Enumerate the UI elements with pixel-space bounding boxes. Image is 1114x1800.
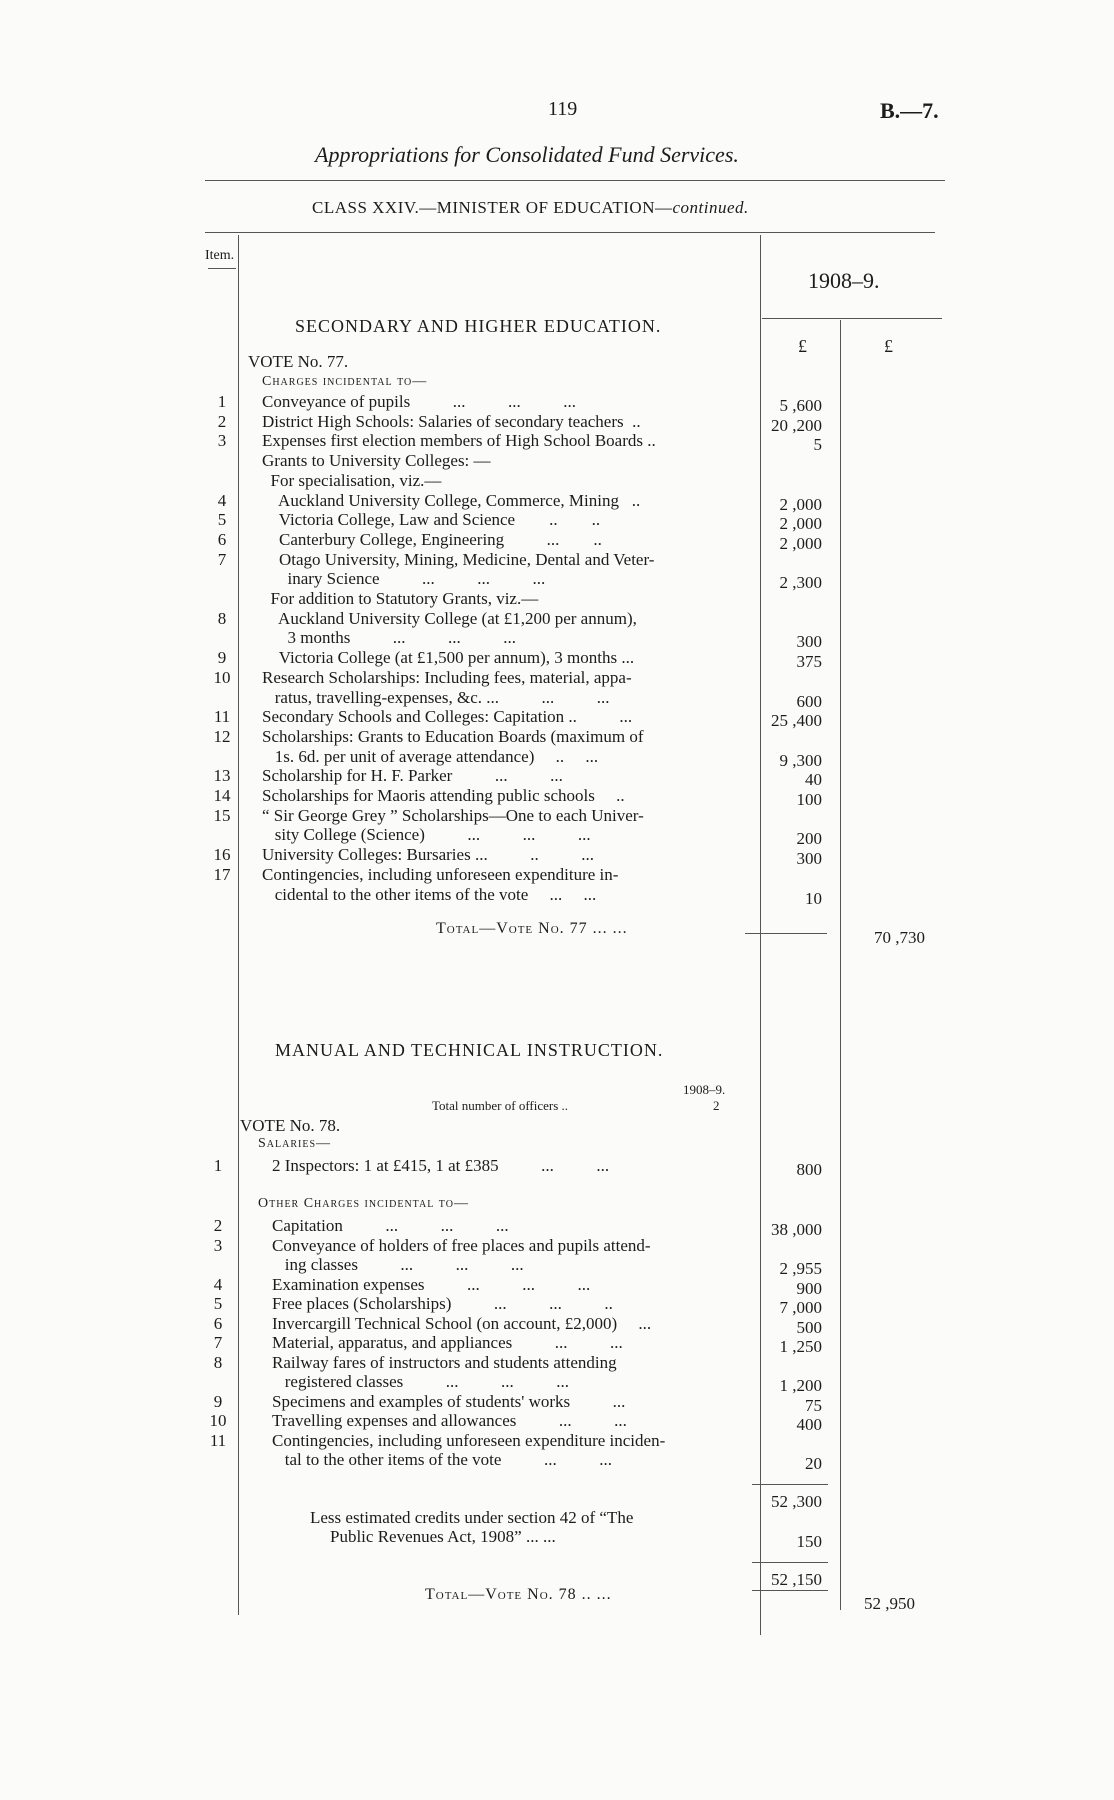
line-item-amount: 200 [796, 829, 822, 849]
item-column-rule [238, 235, 239, 1615]
line-item-number: 13 [213, 766, 231, 786]
line-item-description: Examination expenses ... ... ... [272, 1274, 591, 1294]
line-item-amount: 9 ,300 [779, 750, 822, 770]
class-heading-main: CLASS XXIV.—MINISTER OF EDUCATION— [312, 198, 673, 217]
section-title-vote-78: MANUAL AND TECHNICAL INSTRUCTION. [275, 1040, 664, 1060]
item-column-header: Item. [205, 248, 235, 263]
title-rule [205, 180, 945, 181]
vote-78-salaries-label: Salaries— [258, 1136, 332, 1151]
line-item-description: Victoria College, Law and Science .. .. [262, 510, 601, 530]
year-column-header: 1908–9. [808, 268, 880, 293]
page-title: Appropriations for Consolidated Fund Services. [315, 142, 739, 167]
vote-78-subtotal: 52 ,300 [771, 1492, 822, 1511]
line-item-description: Free places (Scholarships) ... ... .. [272, 1294, 613, 1313]
line-item-amount: 300 [796, 632, 822, 652]
line-item-description: Otago University, Mining, Medicine, Dental and Veter- [262, 549, 655, 569]
line-item-description: Contingencies, including unforeseen expenditure inciden- [272, 1430, 666, 1450]
line-item-description: cidental to the other items of the vote ... ... [262, 884, 597, 904]
line-item-amount: 20 ,200 [771, 415, 822, 435]
vote-78-total-label: Total—Vote No. 78 .. ... [425, 1586, 612, 1603]
line-item-description: tal to the other items of the vote ... ... [272, 1450, 612, 1469]
line-item-amount: 900 [796, 1278, 822, 1298]
vote-77-label: VOTE No. 77. [248, 352, 349, 371]
less-credits-line-1: Less estimated credits under section 42 of “The [310, 1508, 634, 1527]
class-heading-continued: continued. [672, 198, 749, 217]
page-number: 119 [548, 98, 578, 120]
line-item-number: 17 [213, 864, 231, 884]
line-item-number: 10 [213, 667, 231, 687]
line-item-description: Scholarships: Grants to Education Boards (maximum of [262, 726, 644, 746]
vote-77-total: 70 ,730 [874, 928, 925, 947]
line-item-number: 6 [213, 1313, 223, 1333]
line-item-description: ratus, travelling-expenses, &c. ... ... ... [262, 687, 610, 707]
vote-78-label: VOTE No. 78. [240, 1116, 341, 1135]
line-item-number: 2 [217, 411, 227, 431]
line-item-number: 10 [209, 1411, 227, 1430]
officers-label: Total number of officers .. [432, 1098, 569, 1113]
line-item-description: Specimens and examples of students' works ... [272, 1391, 626, 1411]
line-item-description: Grants to University Colleges: — [262, 451, 491, 471]
line-item-number: 6 [217, 529, 227, 549]
line-item-amount: 400 [796, 1415, 822, 1434]
line-item-number: 4 [217, 490, 227, 510]
vote-78-net-rule [752, 1562, 828, 1563]
line-item-description: Conveyance of pupils ... ... ... [262, 392, 576, 411]
line-item-description: Victoria College (at £1,500 per annum), 3 months ... [262, 648, 635, 668]
section-title-vote-77: SECONDARY AND HIGHER EDUCATION. [295, 316, 662, 336]
line-item-description: Expenses first election members of High School Boards .. [262, 431, 656, 451]
line-item-description: registered classes ... ... ... [272, 1372, 569, 1391]
line-item-number: 9 [217, 648, 227, 668]
line-item-description: sity College (Science) ... ... ... [262, 825, 591, 845]
line-item-number: 16 [213, 845, 231, 865]
year-header-rule [762, 318, 942, 319]
vote-78-subtotal-rule [752, 1484, 828, 1485]
line-item-amount: 300 [796, 849, 822, 869]
officers-count: 2 [713, 1098, 720, 1113]
line-item-description: Research Scholarships: Including fees, material, appa- [262, 667, 632, 687]
vote-78-net-subtotal: 52 ,150 [771, 1570, 822, 1589]
line-item-description: 3 months ... ... ... [262, 628, 517, 648]
currency-header-1: £ [798, 336, 807, 356]
line-item-description: Material, apparatus, and appliances ... ... [272, 1333, 623, 1352]
line-item-number: 8 [217, 608, 227, 628]
line-item-number: 3 [213, 1235, 223, 1255]
line-item-number: 8 [213, 1352, 223, 1372]
line-item-number: 5 [213, 1294, 223, 1313]
line-item-description: ing classes ... ... ... [272, 1255, 524, 1274]
line-item-amount: 500 [796, 1317, 822, 1337]
vote-77-charges-label: Charges incidental to— [262, 374, 428, 389]
vote-78-total: 52 ,950 [864, 1594, 915, 1613]
line-item-amount: 800 [796, 1160, 822, 1179]
line-item-amount: 375 [796, 652, 822, 672]
line-item-number: 2 [213, 1216, 223, 1235]
line-item-number: 12 [213, 726, 231, 746]
line-item-description: Canterbury College, Engineering ... .. [262, 529, 602, 549]
vote-78-total-rule [752, 1590, 828, 1591]
line-item-number: 7 [217, 549, 227, 569]
line-item-description: Contingencies, including unforeseen expenditure in- [262, 864, 619, 884]
line-item-number: 3 [217, 431, 227, 451]
line-item-amount: 5 ,600 [779, 396, 822, 415]
line-item-amount: 2 ,000 [779, 494, 822, 514]
class-heading [312, 198, 749, 218]
line-item-description: Travelling expenses and allowances ... ... [272, 1411, 627, 1430]
line-item-number: 4 [213, 1274, 223, 1294]
line-item-description: Auckland University College, Commerce, Mining .. [262, 490, 641, 510]
line-item-amount: 5 [813, 435, 822, 455]
line-item-number: 15 [213, 805, 231, 825]
vote-77-total-rule [745, 933, 827, 934]
vote-78-other-label: Other Charges incidental to— [258, 1196, 469, 1211]
line-item-description: Secondary Schools and Colleges: Capitation .. ... [262, 707, 633, 727]
line-item-description: Scholarships for Maoris attending public schools .. [262, 786, 625, 805]
line-item-amount: 2 ,955 [779, 1259, 822, 1278]
line-item-amount: 1 ,200 [779, 1376, 822, 1395]
line-item-description: University Colleges: Bursaries ... .. ... [262, 845, 594, 865]
line-item-number: 1 [213, 1156, 223, 1175]
line-item-amount: 7 ,000 [779, 1298, 822, 1317]
line-item-description: 1s. 6d. per unit of average attendance) .. ... [262, 746, 599, 766]
line-item-amount: 2 ,000 [779, 514, 822, 534]
line-item-number: 5 [217, 510, 227, 530]
line-item-description: Conveyance of holders of free places and pupils attend- [272, 1235, 651, 1255]
line-item-description: For specialisation, viz.— [262, 470, 442, 490]
line-item-amount: 100 [796, 790, 822, 809]
line-item-amount: 20 [805, 1454, 822, 1473]
line-item-description: inary Science ... ... ... [262, 569, 546, 589]
line-item-description: Invercargill Technical School (on account, £2,000) ... [272, 1313, 652, 1333]
vote-77-total-label: Total—Vote No. 77 ... ... [436, 920, 628, 937]
line-item-number: 7 [213, 1333, 223, 1352]
item-header-underline [208, 268, 236, 269]
currency-header-2: £ [884, 336, 893, 356]
header-rule [205, 232, 935, 233]
line-item-amount: 2 ,300 [779, 573, 822, 593]
line-item-amount: 40 [805, 770, 822, 790]
line-item-description: 2 Inspectors: 1 at £415, 1 at £385 ... ... [272, 1156, 610, 1175]
line-item-description: Scholarship for H. F. Parker ... ... [262, 766, 563, 786]
line-item-amount: 1 ,250 [779, 1337, 822, 1356]
amount-column-rule-right [840, 320, 841, 1610]
line-item-description: District High Schools: Salaries of secondary teachers .. [262, 411, 641, 431]
line-item-amount: 38 ,000 [771, 1220, 822, 1239]
line-item-description: Auckland University College (at £1,200 per annum), [262, 608, 637, 628]
line-item-description: For addition to Statutory Grants, viz.— [262, 589, 539, 608]
line-item-amount: 2 ,000 [779, 533, 822, 553]
line-item-description: Capitation ... ... ... [272, 1216, 509, 1235]
line-item-number: 14 [213, 786, 231, 805]
document-reference: B.—7. [880, 98, 939, 123]
line-item-number: 11 [209, 1430, 227, 1450]
line-item-amount: 75 [805, 1395, 822, 1415]
less-credits-amount: 150 [796, 1532, 822, 1551]
line-item-number: 11 [213, 707, 231, 727]
line-item-number: 9 [213, 1391, 223, 1411]
less-credits-line-2: Public Revenues Act, 1908” ... ... [330, 1527, 556, 1546]
officers-year: 1908–9. [683, 1082, 726, 1097]
line-item-amount: 10 [805, 888, 822, 908]
line-item-description: “ Sir George Grey ” Scholarships—One to each Univer- [262, 805, 644, 825]
line-item-description: Railway fares of instructors and students attending [272, 1352, 617, 1372]
line-item-amount: 600 [796, 691, 822, 711]
line-item-number: 1 [217, 392, 227, 411]
line-item-amount: 25 ,400 [771, 711, 822, 731]
